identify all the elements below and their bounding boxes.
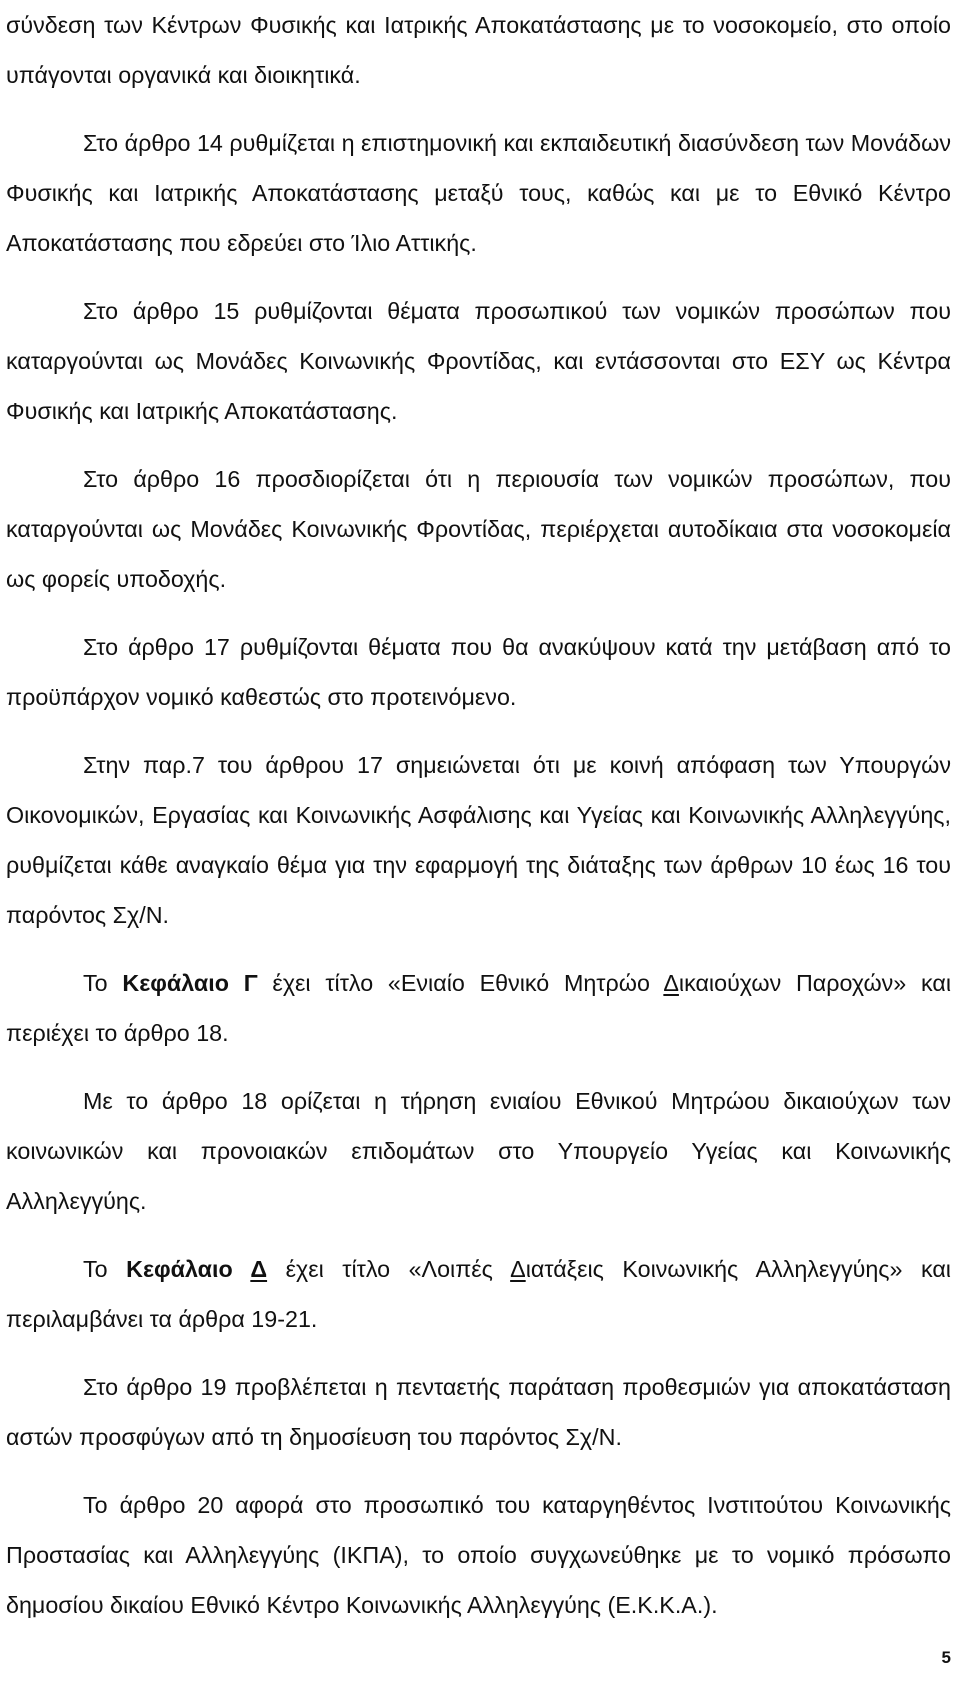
chapter-d-title-start: έχει τίτλο «Λοιπές [267, 1256, 511, 1282]
document-body [6, 0, 951, 1648]
paragraph-article-19: Στο άρθρο 19 προβλέπεται η πενταετής παράταση προθεσμιών για αποκατάσταση αστών προσφύγων από τη δημοσίευση του παρόντος Σχ/Ν. [6, 1374, 951, 1450]
paragraph-article-16: Στο άρθρο 16 προσδιορίζεται ότι η περιουσία των νομικών προσώπων, που καταργούνται ως Μονάδες Κοινωνικής Φροντίδας, περιέρχεται αυτοδίκαια στα νοσοκομεία ως φορείς υποδοχής. [6, 466, 951, 592]
paragraph-continuation: σύνδεση των Κέντρων Φυσικής και Ιατρικής Αποκατάστασης με το νοσοκομείο, στο οποίο υπάγονται οργανικά και διοικητικά. [6, 12, 951, 88]
chapter-d-label: Κεφάλαιο [126, 1256, 251, 1282]
chapter-d-intro: Το [83, 1256, 127, 1282]
page-number: 5 [941, 1648, 951, 1667]
chapter-d-title-end: ιατάξεις Κοινωνικής Αλληλεγγύης» και περιλαμβάνει τα άρθρα 19-21. [6, 1256, 951, 1332]
chapter-d-letter: Δ [250, 1256, 268, 1282]
chapter-g-title-end: ικαιούχων Παροχών» και περιέχει το άρθρο 18. [6, 970, 951, 1046]
paragraph-chapter-g [6, 958, 951, 1058]
paragraph-article-20: Το άρθρο 20 αφορά στο προσωπικό του καταργηθέντος Ινστιτούτου Κοινωνικής Προστασίας και Αλληλεγγύης (ΙΚΠΑ), το οποίο συγχωνεύθηκε με το νομικό πρόσωπο δημοσίου δικαίου Εθνικό Κέντρο Κοινωνικής Αλληλεγγύης (Ε.Κ.Κ.Α.). [6, 1492, 951, 1618]
chapter-g-underlined-letter: Δ [663, 970, 679, 996]
paragraph-article-17: Στο άρθρο 17 ρυθμίζονται θέματα που θα ανακύψουν κατά την μετάβαση από το προϋπάρχον νομικό καθεστώς στο προτεινόμενο. [6, 634, 951, 710]
paragraph-article-18: Με το άρθρο 18 ορίζεται η τήρηση ενιαίου Εθνικού Μητρώου δικαιούχων των κοινωνικών και προνοιακών επιδομάτων στο Υπουργείο Υγείας και Κοινωνικής Αλληλεγγύης. [6, 1088, 951, 1214]
paragraph-article-14: Στο άρθρο 14 ρυθμίζεται η επιστημονική και εκπαιδευτική διασύνδεση των Μονάδων Φυσικής και Ιατρικής Αποκατάστασης μεταξύ τους, καθώς και με το Εθνικό Κέντρο Αποκατάστασης που εδρεύει στο Ίλιο Αττικής. [6, 130, 951, 256]
chapter-g-label: Κεφάλαιο [122, 970, 244, 996]
chapter-d-underlined-letter: Δ [510, 1256, 526, 1282]
paragraph-chapter-d [6, 1244, 951, 1344]
paragraph-article-17-par-7: Στην παρ.7 του άρθρου 17 σημειώνεται ότι με κοινή απόφαση των Υπουργών Οικονομικών, Εργασίας και Κοινωνικής Ασφάλισης και Υγείας και Κοινωνικής Αλληλεγγύης, ρυθμίζεται κάθε αναγκαίο θέμα για την εφαρμογή της διάταξης των άρθρων 10 έως 16 του παρόντος Σχ/Ν. [6, 752, 951, 928]
paragraph-article-15: Στο άρθρο 15 ρυθμίζονται θέματα προσωπικού των νομικών προσώπων που καταργούνται ως Μονάδες Κοινωνικής Φροντίδας, και εντάσσονται στο ΕΣΥ ως Κέντρα Φυσικής και Ιατρικής Αποκατάστασης. [6, 298, 951, 424]
chapter-g-title-start: έχει τίτλο «Ενιαίο Εθνικό Μητρώο [257, 970, 664, 996]
chapter-g-letter: Γ [243, 970, 258, 996]
chapter-g-intro: Το [83, 970, 123, 996]
